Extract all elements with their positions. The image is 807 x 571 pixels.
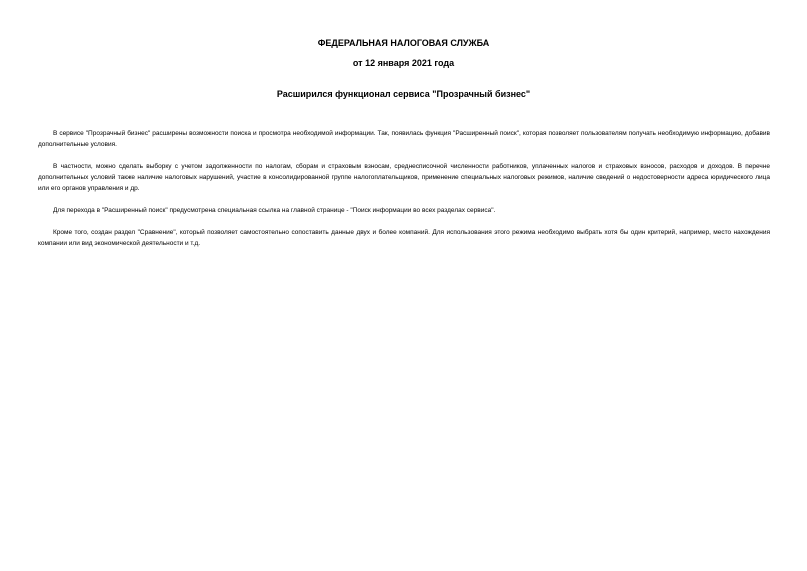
document-body [38,128,770,260]
paragraph-3: Для перехода в "Расширенный поиск" предусмотрена специальная ссылка на главной странице - "Поиск информации во всех разделах сервиса". [53,207,496,214]
paragraph-1: В сервисе "Прозрачный бизнес" расширены возможности поиска и просмотра необходимой информации. Так, появилась функция "Расширенный поиск", которая позволяет пользователям получать необходимую информацию, добавив дополнительные условия. [38,130,770,148]
document-date: от 12 января 2021 года [352,58,455,68]
document-title: Расширился функционал сервиса "Прозрачный бизнес" [276,89,531,99]
paragraph-4: Кроме того, создан раздел "Сравнение", который позволяет самостоятельно сопоставить данные двух и более компаний. Для использования этого режима необходимо выбрать хотя бы один критерий, например, место нахождения компании или вид экономической деятельности и т.д. [38,229,770,247]
agency-name: ФЕДЕРАЛЬНАЯ НАЛОГОВАЯ СЛУЖБА [317,38,490,48]
paragraph-2: В частности, можно сделать выборку с учетом задолженности по налогам, сборам и страховым взносам, среднесписочной численности работников, уплаченных налогов и страховых взносов, расходов и доходов. В перечне дополнительных условий также наличие налоговых нарушений, участие в консолидированной группе налогоплательщиков, применение специальных налоговых режимов, наличие сведений о недостоверности адреса юридического лица или его органов управления и др. [38,163,770,192]
